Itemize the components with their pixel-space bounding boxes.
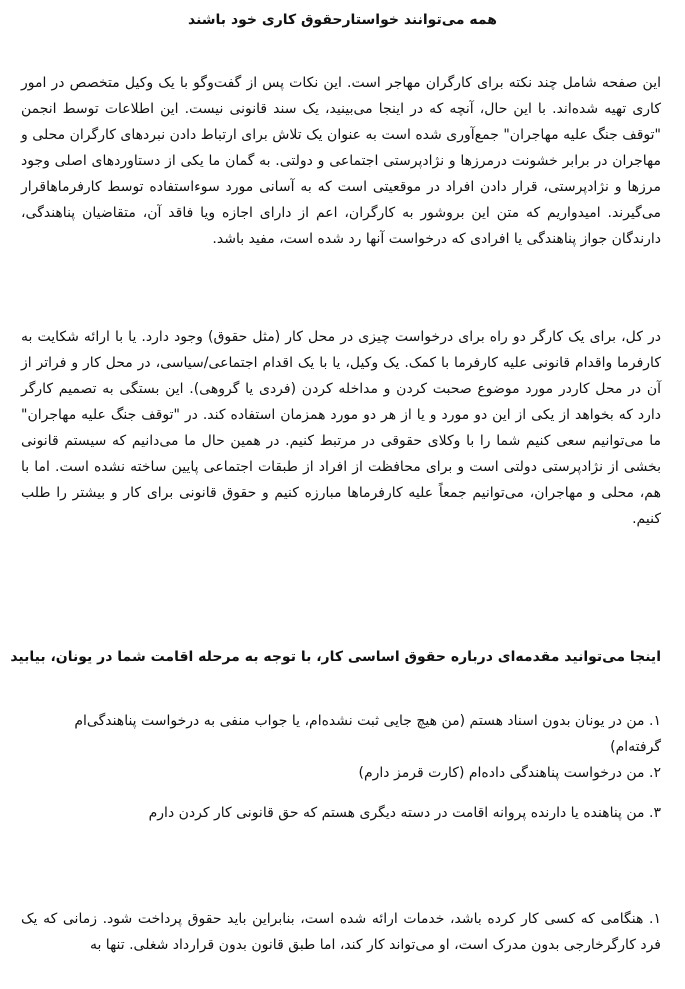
list-item: ۱. هنگامی که کسی کار کرده باشد، خدمات ارائه شده است، بنابراین باید حقوق پرداخت شود. زمانی که یک فرد کارگرخارجی بدون مدرک است، او می‌تواند کار کند، اما طبق قانون بدون قرارداد شغلی. تنها به (21, 911, 661, 953)
residence-status-list (21, 708, 661, 826)
paragraph-text: این صفحه شامل چند نکته برای کارگران مهاجر است. این نکات پس از گفت‌وگو با یک وکیل متخصص در امور کاری تهیه شده‌اند. با این حال، آنچه که در اینجا می‌بینید، یک سند قانونی نیست. این اطلاعات توسط انجمن "توقف جنگ علیه مهاجران" جمع‌آوری شده است به عنوان یک تلاش برای ارتباط دادن نبردهای کارگران محلی و مهاجران در برابر خشونت درمرزها و نژادپرستی اجتماعی و دولتی. به گمان ما یکی از دستاوردهای اصلی وجود مرزها و نژادپرستی، قرار دادن افراد در موقعیتی است که به آسانی مورد سوءاستفاده توسط کارفرماهاقرار می‌گیرند. امیدواریم که متن این بروشور به کارگران، اعم از دارای اجازه ویا فاقد آن، متقاضیان پناهندگی، دارندگان جواز پناهندگی یا افرادی که درخواست آنها رد شده است، مفید باشد. (21, 75, 661, 247)
list-item: ۲. من درخواست پناهندگی داده‌ام (کارت قرمز دارم) (358, 765, 661, 781)
paragraph-text: در کل، برای یک کارگر دو راه برای درخواست چیزی در محل کار (مثل حقوق) وجود دارد. یا با ارائه شکایت به کارفرما واقدام قانونی علیه کارفرما با کمک. یک وکیل، یا با یک اقدام اجتماعی/سیاسی، در محل کار و فراتر از آن در محل کاردر مورد موضوع صحبت کردن و مداخله کردن (فردی یا گروهی). این بستگی به تصمیم کارگر دارد که بخواهد از یکی از این دو مورد و یا از هر دو مورد همزمان استفاده کند. در "توقف جنگ علیه مهاجران" ما می‌توانیم سعی کنیم شما را با وکلای حقوقی در مرتبط کنیم. در همین حال ما می‌دانیم که سیستم قانونی بخشی از نژادپرستی دولتی است و برای محافظت از افراد از طبقات اجتماعی پایین ساخته نشده است. اما با هم، محلی و مهاجران، می‌توانیم جمعاً علیه کارفرماها مبارزه کنیم و حقوق قانونی برای کار و بیشتر را طلب کنیم. (21, 329, 661, 527)
intro-paragraph (21, 70, 661, 252)
approach-paragraph (21, 324, 661, 532)
rights-list (21, 906, 661, 958)
section-heading: اینجا می‌توانید مقدمه‌ای درباره حقوق اساسی کار، با توجه به مرحله اقامت شما در یونان، بیابید (10, 649, 661, 665)
list-item: ۱. من در یونان بدون اسناد هستم (من هیچ جایی ثبت نشده‌ام، یا جواب منفی به درخواست پناهندگی‌ام گرفته‌ام) (74, 713, 661, 755)
page-title: همه می‌توانند خواستارحقوق کاری خود باشند (187, 12, 498, 28)
list-item: ۳. من پناهنده یا دارنده پروانه اقامت در دسته دیگری هستم که حق قانونی کار کردن دارم (148, 805, 661, 821)
